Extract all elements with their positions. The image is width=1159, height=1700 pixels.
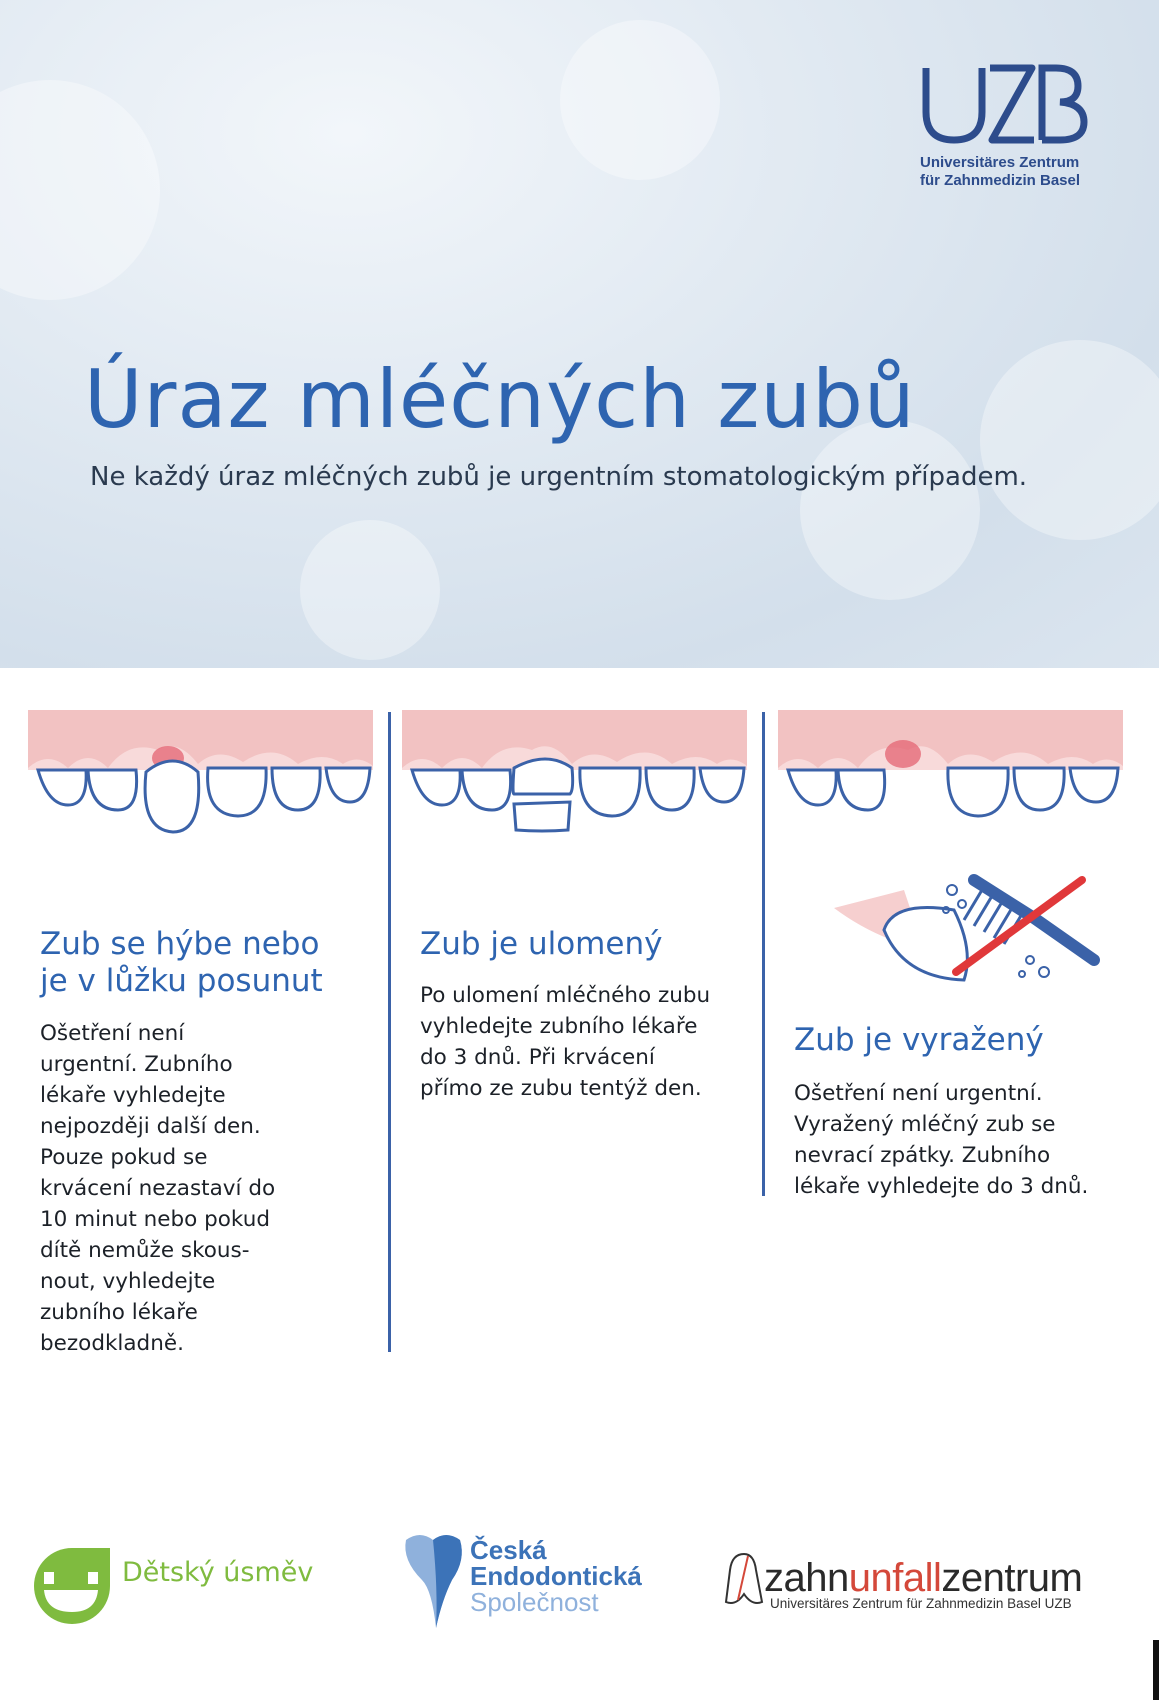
column-divider (762, 712, 765, 1196)
zuz-part3: zentrum (941, 1556, 1083, 1600)
ces-line3: Společnost (470, 1587, 599, 1617)
uzb-subtitle-line1: Universitäres Zentrum (920, 154, 1080, 171)
section-heading-line1: Zub se hýbe nebo (40, 926, 320, 962)
tooth-logo-icon (400, 1530, 466, 1630)
zuz-part1: zahn (764, 1556, 849, 1600)
body-line: dítě nemůže skous- (40, 1238, 250, 1263)
ces-line1: Česká (470, 1535, 547, 1565)
section-heading-line2: je v lůžku posunut (40, 963, 323, 999)
column-divider (388, 712, 391, 1352)
ces-line2: Endodontická (470, 1561, 642, 1591)
body-line: zubního lékaře (40, 1300, 198, 1325)
body-line: Ošetření není urgentní. (794, 1081, 1043, 1106)
toothbrush-crossed-icon (834, 860, 1114, 1010)
body-line: vyhledejte zubního lékaře (420, 1014, 698, 1039)
section-heading-line1: Zub je ulomený (420, 926, 663, 962)
bokeh-circle (980, 340, 1159, 540)
uzb-logo (920, 62, 1090, 190)
tooth-fracture-icon (402, 710, 747, 850)
zuz-part2: unfall (848, 1556, 942, 1600)
body-line: Po ulomení mléčného zubu (420, 983, 711, 1008)
detsky-usmev-label: Dětský úsměv (122, 1557, 314, 1588)
tooth-wobble-icon (28, 710, 373, 850)
section-knocked-out-tooth (778, 710, 1133, 1350)
body-line: Pouze pokud se (40, 1145, 208, 1170)
section-heading-line1: Zub je vyražený (794, 1022, 1044, 1058)
bokeh-circle (0, 80, 160, 300)
section-heading (420, 926, 760, 963)
body-line: 10 minut nebo pokud (40, 1207, 270, 1232)
section-body (420, 980, 760, 1104)
section-body (40, 1018, 380, 1359)
body-line: nejpozději další den. (40, 1114, 261, 1139)
hero-banner (0, 0, 1159, 668)
zahnunfallzentrum-subtitle: Universitäres Zentrum für Zahnmedizin Basel UZB (770, 1596, 1072, 1611)
body-line: Vyražený mléčný zub se (794, 1112, 1056, 1137)
section-heading (794, 1022, 1134, 1059)
section-body (794, 1078, 1134, 1202)
body-line: Ošetření není (40, 1021, 185, 1046)
body-line: nevrací zpátky. Zubního (794, 1143, 1051, 1168)
section-fractured-tooth (402, 710, 757, 1350)
body-line: bezodkladně. (40, 1331, 184, 1356)
body-line: urgentní. Zubního (40, 1052, 233, 1077)
uzb-logo-icon (920, 62, 1090, 146)
bokeh-circle (300, 520, 440, 660)
body-line: do 3 dnů. Při krvácení (420, 1045, 655, 1070)
smile-face-icon (32, 1546, 112, 1626)
body-line: lékaře vyhledejte (40, 1083, 226, 1108)
body-line: přímo ze zubu tentýž den. (420, 1076, 702, 1101)
bokeh-circle (560, 20, 720, 180)
section-wobbly-tooth (28, 710, 383, 1356)
section-heading (40, 926, 380, 1000)
scan-edge-mark (1153, 1640, 1159, 1700)
ces-logo-text (470, 1537, 642, 1615)
page-subtitle: Ne každý úraz mléčných zubů je urgentním stomatologickým případem. (90, 462, 1028, 492)
uzb-subtitle-line2: für Zahnmedizin Basel (920, 172, 1081, 189)
body-line: lékaře vyhledejte do 3 dnů. (794, 1174, 1089, 1199)
body-line: nout, vyhledejte (40, 1269, 216, 1294)
page-title: Úraz mléčných zubů (84, 353, 916, 446)
zahnunfallzentrum-logo-text (764, 1556, 1082, 1601)
body-line: krvácení nezastaví do (40, 1176, 276, 1201)
zahnunfall-logo-icon (722, 1550, 766, 1610)
tooth-missing-icon (778, 710, 1123, 850)
